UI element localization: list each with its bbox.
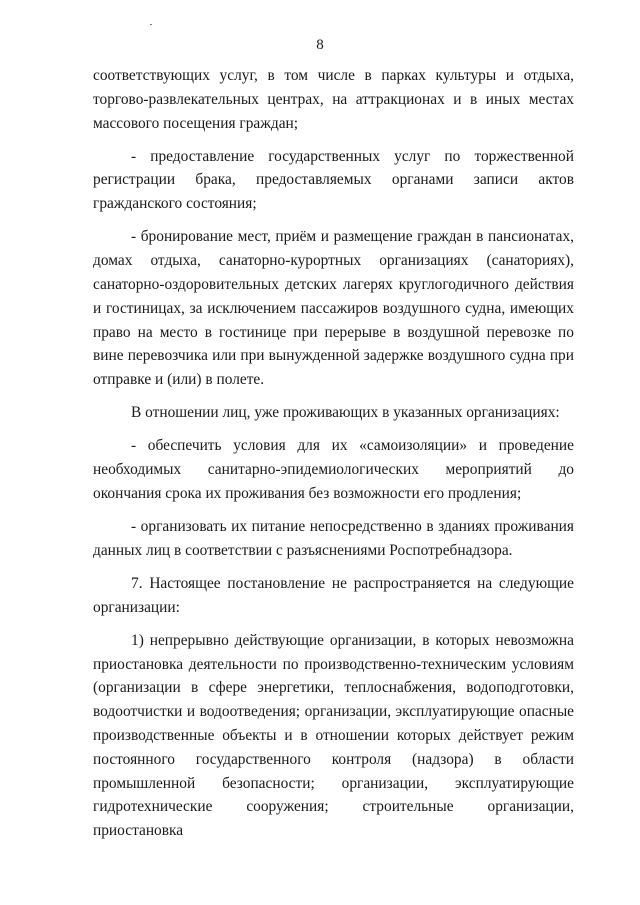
scan-speck [150,24,152,25]
paragraph-5: - обеспечить условия для их «самоизоляции» и проведение необходимых санитарно-эпидемиологических мероприятий до окончания срока их проживания без возможности его продления; [93,437,574,502]
paragraph-8: 1) непрерывно действующие организации, в которых невозможна приостановка деятельности по производственно-техническим условиям (организации в сфере энергетики, теплоснабжения, водоподготовки, водоотчистки и водоотведения; организации, эксплуатирующие опасные производственные объекты и в отношении которых действует режим постоянного государственного контроля (надзора) в области промышленной безопасности; организации, эксплуатирующие гидротехнические сооружения; строительные организации, приостановка [93,631,574,840]
paragraph-7: 7. Настоящее постановление не распространяется на следующие организации: [93,574,574,616]
paragraph-6: - организовать их питание непосредственно в зданиях проживания данных лиц в соответствии с разъяснениями Роспотребнадзора. [93,518,574,559]
paragraph-1: соответствующих услуг, в том числе в парках культуры и отдыха, торгово-развлекательных центрах, на аттракционах и в иных местах массового посещения граждан; [93,67,574,132]
paragraph-4: В отношении лиц, уже проживающих в указанных организациях: [131,404,560,422]
paragraph-2: - предоставление государственных услуг по торжественной регистрации брака, предоставляемых органами записи актов гражданского состояния; [93,147,574,213]
body-text [93,64,574,852]
paragraph-3: - бронирование мест, приём и размещение граждан в пансионатах, домах отдыха, санаторно-курортных организациях (санаториях), санаторно-оздоровительных детских лагерях круглогодичного действия и гостиницах, за исключением пассажиров воздушного судна, имеющих право на место в гостинице при перерыве в воздушной перевозке по вине перевозчика или при вынужденной задержке воздушного судна при отправке и (или) в полете. [93,228,574,389]
page-number: 8 [316,37,324,53]
